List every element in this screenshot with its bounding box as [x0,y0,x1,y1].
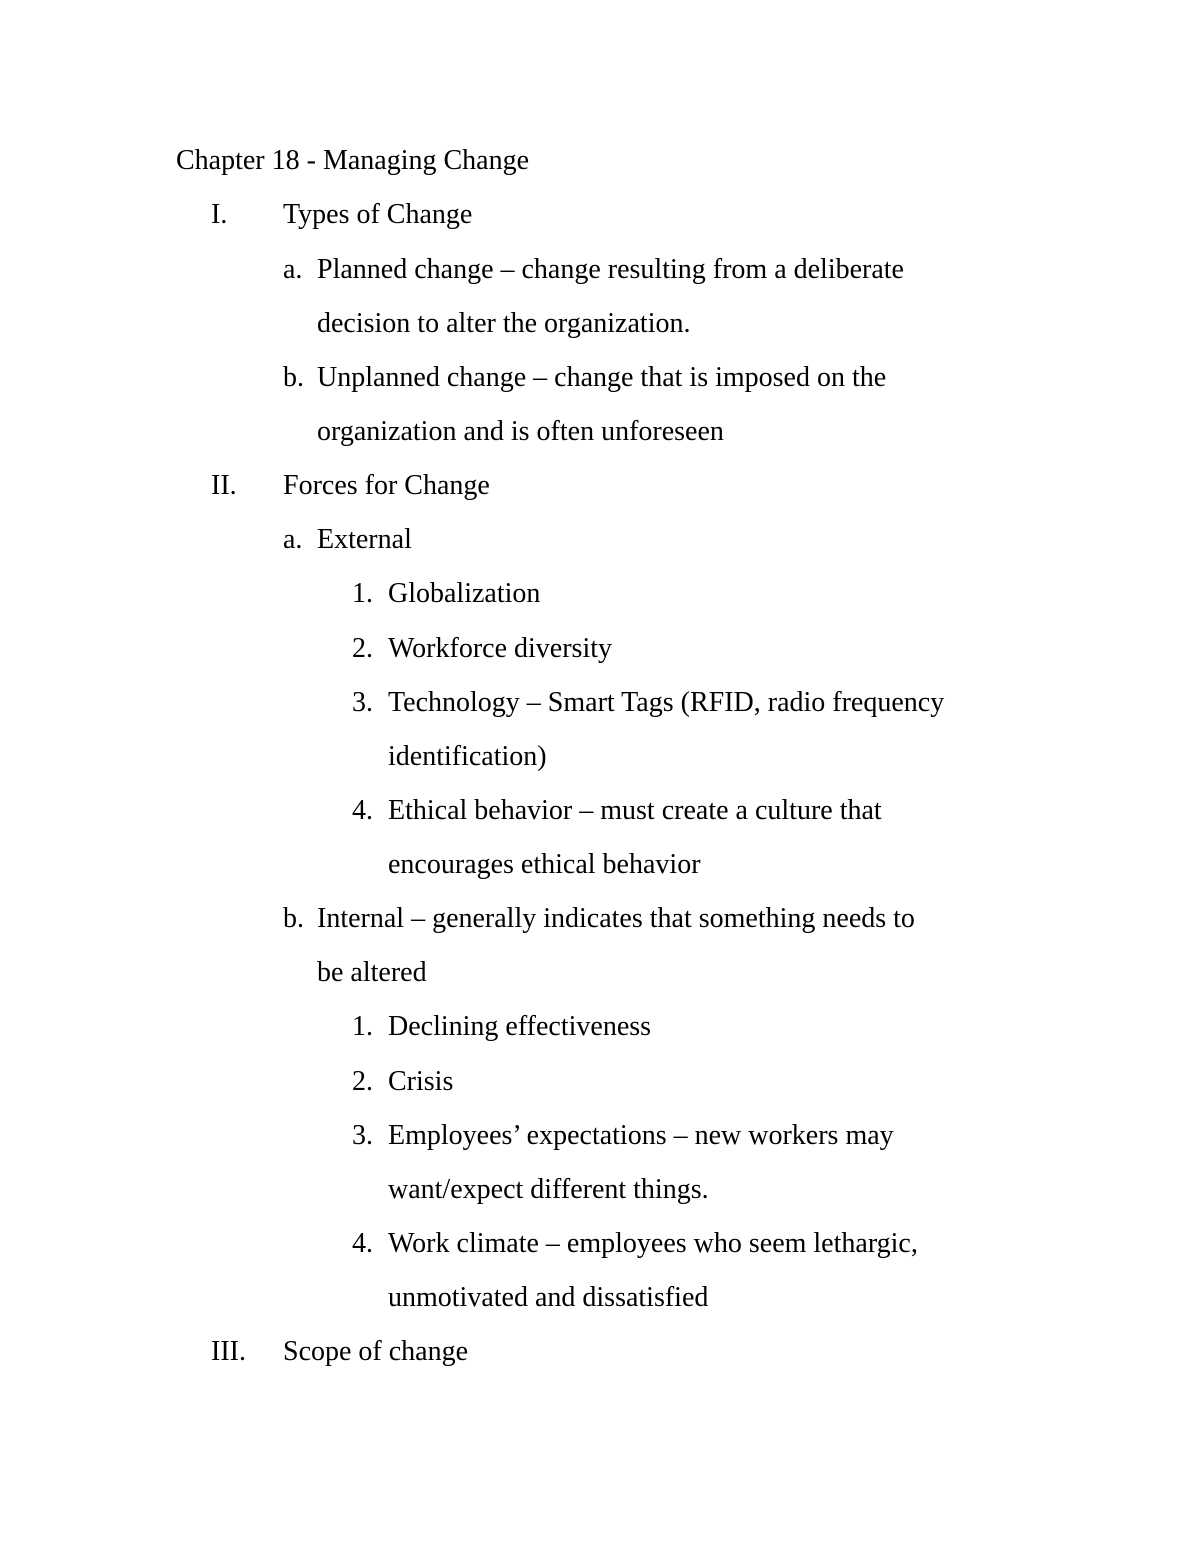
subitem-text: Ethical behavior – must create a culture that [388,795,882,826]
subitem-marker: 2. [352,633,373,664]
item-text: Planned change – change resulting from a deliberate [317,254,904,285]
item-text: Unplanned change – change that is imposed on the [317,362,887,393]
subitem-marker: 3. [352,687,373,718]
item-marker: a. [283,524,303,555]
subitem-text: encourages ethical behavior [388,849,701,880]
subitem-marker: 3. [352,1120,373,1151]
item-marker: a. [283,254,303,285]
subitem-text: Declining effectiveness [388,1011,652,1042]
item-text: be altered [317,957,427,988]
subitem-marker: 4. [352,1228,373,1259]
document-title: Chapter 18 - Managing Change [176,145,530,176]
subitem-text: Work climate – employees who seem lethargic, [388,1228,918,1259]
subitem-marker: 1. [352,1011,373,1042]
section-numeral: II. [211,470,237,501]
section-heading: Types of Change [283,199,473,230]
subitem-marker: 4. [352,795,373,826]
subitem-text: want/expect different things. [388,1174,709,1205]
item-marker: b. [283,362,304,393]
subitem-marker: 1. [352,578,373,609]
section-numeral: III. [211,1336,246,1367]
item-text: External [317,524,412,555]
item-text: Internal – generally indicates that something needs to [317,903,915,934]
subitem-text: Crisis [388,1066,454,1097]
item-marker: b. [283,903,304,934]
subitem-text: Employees’ expectations – new workers may [388,1120,894,1151]
section-heading: Forces for Change [283,470,490,501]
section-heading: Scope of change [283,1336,469,1367]
item-text: organization and is often unforeseen [317,416,724,447]
subitem-text: Globalization [388,578,541,609]
section-numeral: I. [211,199,228,230]
subitem-marker: 2. [352,1066,373,1097]
subitem-text: unmotivated and dissatisfied [388,1282,709,1313]
subitem-text: Workforce diversity [388,633,612,664]
item-text: decision to alter the organization. [317,308,691,339]
subitem-text: identification) [388,741,547,772]
subitem-text: Technology – Smart Tags (RFID, radio frequency [388,687,945,718]
